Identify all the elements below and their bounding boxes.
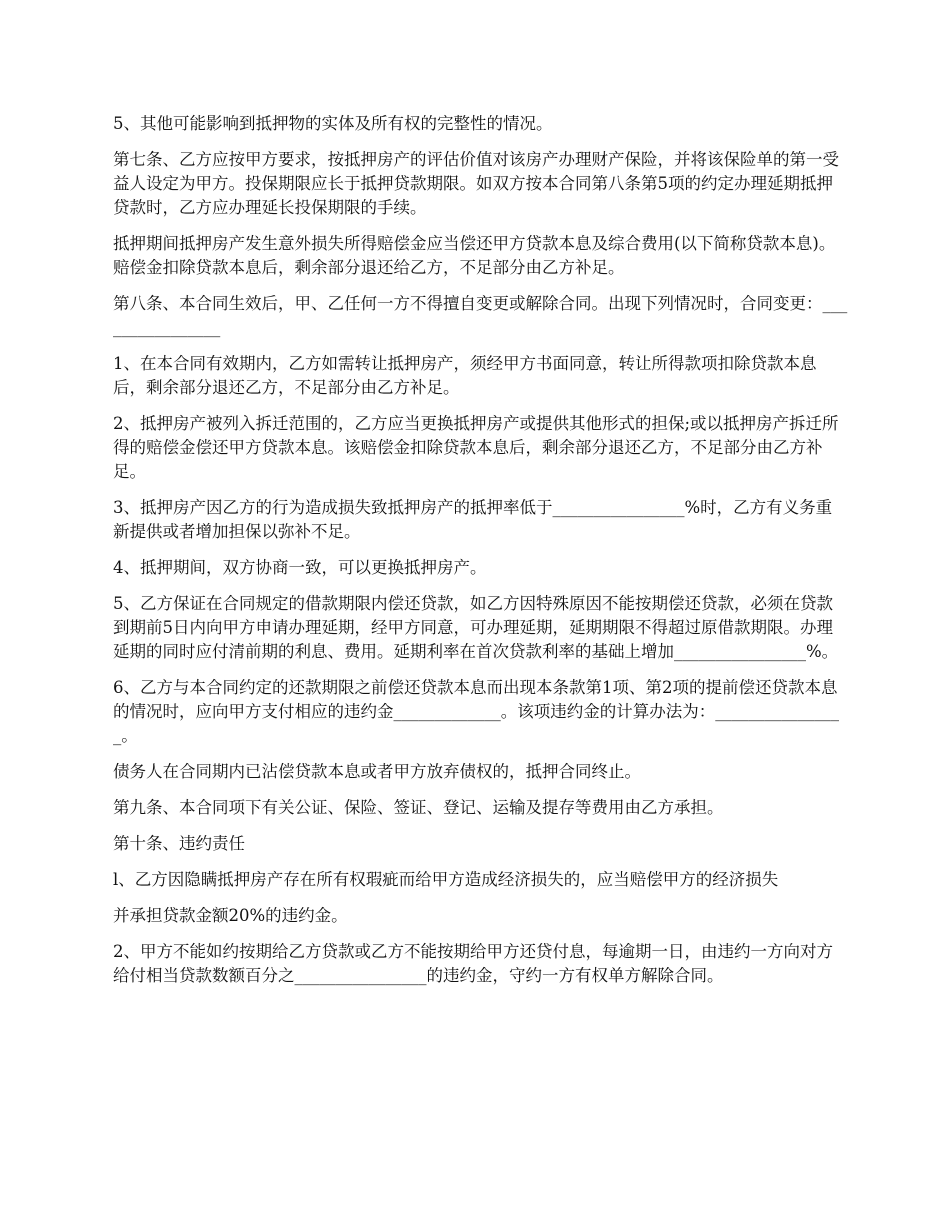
article-8-item-4: 4、抵押期间，双方协商一致，可以更换抵押房产。: [113, 558, 487, 577]
article-8-item-2: 2、抵押房产被列入拆迁范围的，乙方应当更换抵押房产或提供其他形式的担保;或以抵押房产拆迁所得的赔偿金偿还甲方贷款本息。该赔偿金扣除贷款本息后，剩余部分退还乙方，不足部分由乙方补足。: [113, 414, 839, 481]
article-10-item-1: l、乙方因隐瞒抵押房产存在所有权瑕疵而给甲方造成经济损失的，应当赔偿甲方的经济损失: [113, 870, 779, 889]
article-8-item-6: 6、乙方与本合同约定的还款期限之前偿还贷款本息而出现本条款第1项、第2项的提前偿还贷款本息的情况时，应向甲方支付相应的违约金_____________。该项违约金的计算办法为：________________。: [113, 678, 839, 745]
article-8-item-1: 1、在本合同有效期内，乙方如需转让抵押房产，须经甲方书面同意，转让所得款项扣除贷款本息后，剩余部分退还乙方，不足部分由乙方补足。: [113, 354, 817, 397]
article-10-item-1-continued: 并承担贷款金额20%的违约金。: [113, 906, 348, 925]
article-7-insurance: 第七条、乙方应按甲方要求，按抵押房产的评估价值对该房产办理财产保险，并将该保险单的第一受益人设定为甲方。投保期限应长于抵押贷款期限。如双方按本合同第八条第5项的约定办理延期抵押贷款时，乙方应办理延长投保期限的手续。: [113, 150, 839, 217]
article-8-item-3: 3、抵押房产因乙方的行为造成损失致抵押房产的抵押率低于________________%时，乙方有义务重新提供或者增加担保以弥补不足。: [113, 498, 833, 541]
clause-5-integrity: 5、其他可能影响到抵押物的实体及所有权的完整性的情况。: [113, 114, 553, 133]
article-9-fees: 第九条、本合同项下有关公证、保险、签证、登记、运输及提存等费用由乙方承担。: [113, 798, 724, 817]
article-8-item-5: 5、乙方保证在合同规定的借款期限内偿还贷款，如乙方因特殊原因不能按期偿还贷款，必须在贷款到期前5日内向甲方申请办理延期，经甲方同意，可办理延期，延期期限不得超过原借款期限。办理延期的同时应付清前期的利息、费用。延期利率在首次贷款利率的基础上增加________________%。: [113, 594, 839, 661]
article-10-heading: 第十条、违约责任: [113, 834, 245, 853]
article-10-item-2: 2、甲方不能如约按期给乙方贷款或乙方不能按期给甲方还贷付息，每逾期一日，由违约一方向对方给付相当贷款数额百分之________________的违约金，守约一方有权单方解除合同。: [113, 942, 833, 985]
document-page: [113, 112, 848, 1000]
compensation-paragraph: 抵押期间抵押房产发生意外损失所得赔偿金应当偿还甲方贷款本息及综合费用(以下简称贷款本息)。赔偿金扣除贷款本息后，剩余部分退还给乙方，不足部分由乙方补足。: [113, 234, 836, 277]
article-8-changes: 第八条、本合同生效后，甲、乙任何一方不得擅自变更或解除合同。出现下列情况时，合同变更：________________: [113, 294, 848, 337]
termination-paragraph: 债务人在合同期内已沾偿贷款本息或者甲方放弃债权的，抵押合同终止。: [113, 762, 641, 781]
